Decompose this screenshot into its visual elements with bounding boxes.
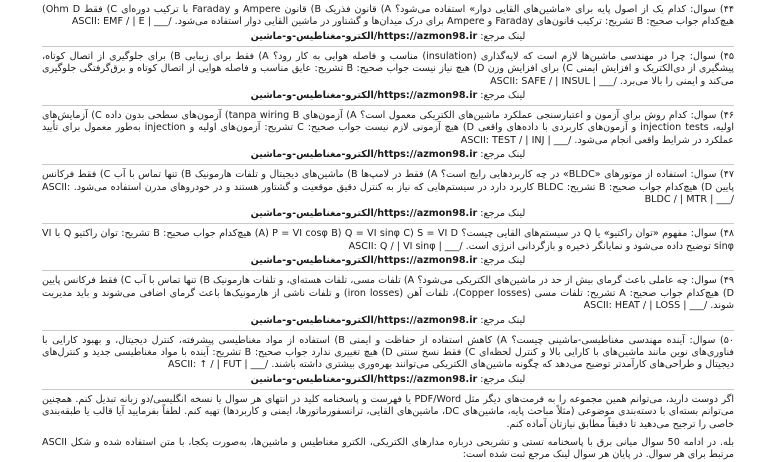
- ascii-tag: | INSUL | ___/: [555, 75, 617, 87]
- question-block-46: [42, 110, 734, 165]
- reference-line: [42, 148, 734, 161]
- reference-label: لینک مرجع:: [480, 373, 526, 385]
- divider: [42, 223, 734, 224]
- question-text: ۴۵) سوال: چرا در مهندسی ماشین‌ها لازم است که لایه‌گذاری (insulation) مناسب و فاصله هوایی به کار رود؟ A) فقط برای زیبایی B) برای جلوگیری از اتصال کوتاه، پیشگیری از دی‌الکتریک و افزایش ایمنی C) برای افزایش وزن D) هیچ نیاز نیست جواب صحیح: B تشریح: عایق مناسب و فاصله هوایی از اتصال کوتاه و برق‌گرفتگی جلوگیری می‌کند و ایمنی را بالا می‌برد. ASCII: SAFE / | INSUL | ___/: [42, 50, 734, 87]
- divider: [42, 164, 734, 165]
- reference-link[interactable]: https://azmon98.ir/الکترو-مغناطیس-و-ماشین: [250, 255, 478, 267]
- reference-label: لینک مرجع:: [480, 314, 526, 326]
- closing-paragraph-offer: اگر دوست دارید، می‌توانم همین مجموعه را به فرمت‌های دیگر مثل PDF/Word یا فهرست و پاسخنامه کلید در انتهای هر سوال یا نسخه انگلیسی/دو زبانه تبدیل کنم. همچنین می‌توانم بسته‌ای با دسته‌بندی موضوعی (مثلاً مباحث پایه، ماشین‌های DC، ماشین‌های القایی، ترانسفورماتورها، ایمنی و کاربردها) تهیه کنم. لطفاً بفرمایید آیا قالب یا طبقه‌بندی خاصی را ترجیح می‌دهید تا دقیقاً مطابق نیازتان آماده کنم.: [42, 393, 734, 430]
- question-block-49: [42, 275, 734, 330]
- reference-link[interactable]: https://azmon98.ir/الکترو-مغناطیس-و-ماشین: [250, 90, 478, 102]
- question-text: ۴۴) سوال: کدام یک از اصول پایه برای «ماشین‌های القایی دوار» استفاده می‌شود؟ A) قانون فذریک B) قانون Ampere و Faraday با ترکیب دوره‌ای C) فقط Ohm D) هیچ‌کدام جواب صحیح: B تشریح: ترکیب قانون‌های Faraday و Ampere برای درک میدان‌ها و گشتاور در ماشین القایی دوار استفاده می‌شود. ASCII: EMF / | E | ___/: [42, 4, 734, 28]
- divider: [42, 46, 734, 47]
- closing-paragraph-intro: بله. در ادامه 50 سوال میانی برق با پاسخنامه تستی و تشریحی درباره مدارهای الکتریکی، الکترو مغناطیس و ماشین‌ها، به‌صورت یکجا، با متن استفاده شده و شکل ASCII مرتبط برای هر سوال. در پایان هر سوال لینک مرجع ثبت شده است:: [42, 436, 734, 461]
- reference-line: [42, 89, 734, 102]
- question-block-44: [42, 4, 734, 47]
- question-block-47: [42, 169, 734, 224]
- reference-link[interactable]: https://azmon98.ir/الکترو-مغناطیس-و-ماشین: [250, 208, 478, 220]
- reference-line: [42, 30, 734, 43]
- document-content: [40, 0, 736, 461]
- question-text: ۴۹) سوال: چه عاملی باعث گرمای بیش از حد در ماشین‌های الکتریکی می‌شود؟ A) تلفات مسی، تلفات هسته‌ای، و تلفات هارمونیک B) تنها تماس با آب C) فقط فرکانس پایین D) هیچ‌کدام جواب صحیح: A تشریح: تلفات مسی (Copper losses)، تلفات آهن (iron losses) و تلفات ناشی از هارمونیک‌ها باعث گرمای اضافی می‌شوند و باید مدیریت شوند. ASCII: HEAT / | LOSS | ___/: [42, 275, 734, 312]
- ascii-tag: | LOSS | ___/: [649, 300, 708, 312]
- question-block-48: [42, 228, 734, 271]
- question-block-50: [42, 335, 734, 390]
- reference-label: لینک مرجع:: [480, 30, 526, 42]
- reference-label: لینک مرجع:: [480, 208, 526, 220]
- question-block-45: [42, 51, 734, 106]
- divider: [42, 330, 734, 331]
- reference-link[interactable]: https://azmon98.ir/الکترو-مغناطیس-و-ماشین: [250, 373, 478, 385]
- ascii-tag: | INJ | ___/: [525, 134, 572, 146]
- reference-line: [42, 314, 734, 327]
- reference-line: [42, 207, 734, 220]
- reference-link[interactable]: https://azmon98.ir/الکترو-مغناطیس-و-ماشین: [250, 149, 478, 161]
- reference-label: لینک مرجع:: [480, 90, 526, 102]
- reference-line: [42, 254, 734, 267]
- divider: [42, 270, 734, 271]
- question-text: ۴۸) سوال: مفهوم «توان راکتیو» یا Q در سیستم‌های القایی چیست؟ A) P = VI cosφ B) Q = VI sinφ C) S = VI D) هیچ‌کدام جواب صحیح: B تشریح: توان راکتیو Q با VI sinφ توضیح داده می‌شود و نمایانگر ذخیره و بازگردانی انرژی است. ASCII: Q / | VI sinφ | ___/: [42, 228, 734, 252]
- ascii-tag: | MTR | ___/: [679, 194, 734, 206]
- reference-link[interactable]: https://azmon98.ir/الکترو-مغناطیس-و-ماشین: [250, 30, 478, 42]
- reference-line: [42, 373, 734, 386]
- reference-link[interactable]: https://azmon98.ir/الکترو-مغناطیس-و-ماشین: [250, 314, 478, 326]
- reference-label: لینک مرجع:: [480, 255, 526, 267]
- divider: [42, 105, 734, 106]
- question-text: ۴۷) سوال: استفاده از موتورهای «BLDC» در چه کاربردهایی رایج است؟ A) فقط در لامپ‌ها B) ماشین‌های دیجیتال و تلفات هارمونیک B) تنها تماس با آب C) فقط فرکانس پایین D) هیچ‌کدام جواب صحیح: B تشریح: BLDC کاربرد دارد در سیستم‌هایی که نیاز به کنترل دقیق موقعیت و گشتاور هستند و در خودروهای مدرن استفاده می‌شود. ASCII: BLDC / | MTR | ___/: [42, 169, 734, 206]
- ascii-tag: | FUT | ___/: [216, 359, 269, 371]
- ascii-tag: | VI sinφ | ___/: [396, 240, 463, 252]
- question-text: ۴۶) سوال: کدام روش برای آزمون و اعتبارسنجی عملکرد ماشین‌های الکتریکی معمول است؟ A) آزمون‌های tanpa wiring B) آزمون‌های سطحی بدون داده C) آزمایش‌های اولیه، injection tests و آزمون‌های کاربردی با داده‌های واقعی D) هیچ آزمونی لازم نیست جواب صحیح: C تشریح: آزمون‌های اولیه و injection به‌طور معمول برای تأیید عملکرد در شرایط واقعی انجام می‌شود. ASCII: TEST / | INJ | ___/: [42, 110, 734, 146]
- divider: [42, 389, 734, 390]
- question-text: ۵۰) سوال: آینده مهندسی مغناطیسی-ماشینی چیست؟ A) کاهش استفاده از حفاظت و ایمنی B) استفاده از مواد مغناطیسی پیشرفته، کنترل دیجیتال، و بهبود کارایی با فناوری‌های نوین مانند ماشین‌های با کارایی بالا و کنترل لحظه‌ای C) فقط نسخ سنتی D) هیچ تغییری ندارد جواب صحیح: B تشریح: آینده با مواد مغناطیسی جدید و کنترل‌های دیجیتال و طراحی‌های کارآمدتر توضیح می‌دهد که چگونه ماشین‌های الکتریکی می‌توانند بهره‌وری بیشتری داشته باشند. ASCII: ↑ / | FUT | ___/: [42, 334, 734, 371]
- ascii-tag: | E | ___/: [132, 16, 172, 28]
- reference-label: لینک مرجع:: [480, 149, 526, 161]
